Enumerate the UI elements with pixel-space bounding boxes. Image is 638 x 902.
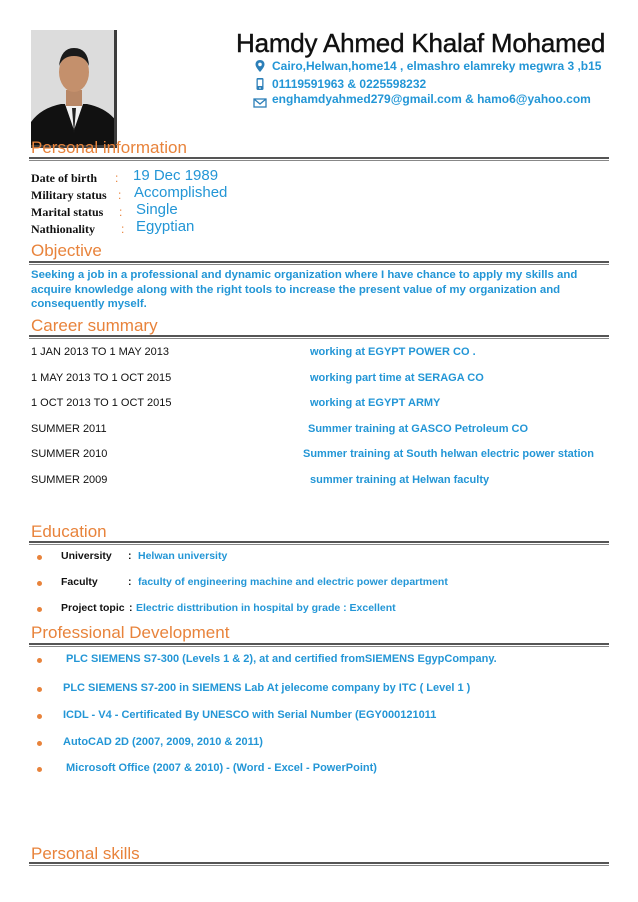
section-title-professional-development: Professional Development (31, 623, 230, 642)
pi-label-nationality: Nathionality (31, 222, 96, 236)
professional-development-item: PLC SIEMENS S7-200 in SIEMENS Lab At jelecome company by ITC ( Level 1 ) (63, 682, 471, 694)
pi-colon: : (115, 171, 119, 185)
pi-label-military-status: Military status (31, 188, 107, 202)
profile-photo (31, 30, 117, 148)
section-title-career-summary: Career summary (31, 316, 158, 335)
professional-development-item: AutoCAD 2D (2007, 2009, 2010 & 2011) (63, 736, 263, 748)
bullet-icon (37, 767, 42, 772)
education-value: faculty of engineering machine and electric power department (138, 576, 448, 588)
education-label: Project topic (61, 602, 125, 614)
bullet-icon (37, 555, 42, 560)
bullet-icon (37, 581, 42, 586)
address-text: Cairo,Helwan,home14 , elmashro elamreky megwra 3 ,b15 (272, 59, 602, 73)
career-date: 1 MAY 2013 TO 1 OCT 2015 (31, 372, 172, 384)
bullet-icon (37, 741, 42, 746)
career-description: working at EGYPT ARMY (310, 397, 441, 409)
bullet-icon (37, 687, 42, 692)
career-description: Summer training at GASCO Petroleum CO (308, 423, 529, 435)
section-title-personal-information: Personal information (31, 138, 187, 157)
pi-colon: : (118, 188, 122, 202)
professional-development-item: ICDL - V4 - Certificated By UNESCO with Serial Number (EGY000121011 (63, 709, 437, 721)
section-divider (29, 541, 609, 545)
education-colon: : (129, 602, 133, 614)
pi-label-marital-status: Marital status (31, 205, 104, 219)
career-date: SUMMER 2010 (31, 448, 108, 460)
section-divider (29, 157, 609, 161)
section-divider (29, 862, 609, 866)
career-date: SUMMER 2009 (31, 474, 108, 486)
bullet-icon (37, 658, 42, 663)
professional-development-item: PLC SIEMENS S7-300 (Levels 1 & 2), at and certified fromSIEMENS EgypCompany. (66, 653, 497, 665)
career-description: Summer training at South helwan electric power station (303, 448, 594, 460)
section-divider (29, 261, 609, 265)
education-value: Electric disttribution in hospital by grade : Excellent (136, 602, 396, 614)
pi-value-date-of-birth: 19 Dec 1989 (133, 167, 219, 184)
section-title-personal-skills: Personal skills (31, 844, 140, 863)
section-divider (29, 643, 609, 647)
professional-development-item: Microsoft Office (2007 & 2010) - (Word - Excel - PowerPoint) (66, 762, 377, 774)
career-date: SUMMER 2011 (31, 423, 107, 435)
pi-colon: : (119, 205, 123, 219)
education-colon: : (128, 576, 132, 588)
objective-text: Seeking a job in a professional and dynamic organization where I have chance to apply my skills and acquire knowledge along with the right tools to increase the present value of my organization and consequently myself. (31, 269, 578, 310)
envelope-icon (253, 96, 267, 110)
bullet-icon (37, 607, 42, 612)
section-divider (29, 335, 609, 339)
career-date: 1 JAN 2013 TO 1 MAY 2013 (31, 346, 169, 358)
bullet-icon (37, 714, 42, 719)
education-label: University (61, 550, 112, 562)
education-colon: : (128, 550, 132, 562)
career-description: working part time at SERAGA CO (310, 372, 484, 384)
pi-value-nationality: Egyptian (136, 218, 195, 235)
location-pin-icon (253, 59, 267, 73)
section-title-objective: Objective (31, 241, 102, 260)
career-description: working at EGYPT POWER CO . (310, 346, 476, 358)
candidate-name: Hamdy Ahmed Khalaf Mohamed (236, 28, 606, 58)
pi-value-military-status: Accomplished (134, 184, 228, 201)
mobile-phone-icon (253, 77, 267, 91)
section-title-education: Education (31, 522, 107, 541)
phone-text: 01119591963 & 0225598232 (272, 77, 427, 91)
pi-value-marital-status: Single (136, 201, 178, 218)
education-value: Helwan university (138, 550, 228, 562)
pi-label-date-of-birth: Date of birth (31, 171, 97, 185)
career-description: summer training at Helwan faculty (310, 474, 490, 486)
career-date: 1 OCT 2013 TO 1 OCT 2015 (31, 397, 172, 409)
pi-colon: : (121, 222, 125, 236)
email-text: enghamdyahmed279@gmail.com & hamo6@yahoo.com (272, 92, 591, 106)
education-label: Faculty (61, 576, 98, 588)
